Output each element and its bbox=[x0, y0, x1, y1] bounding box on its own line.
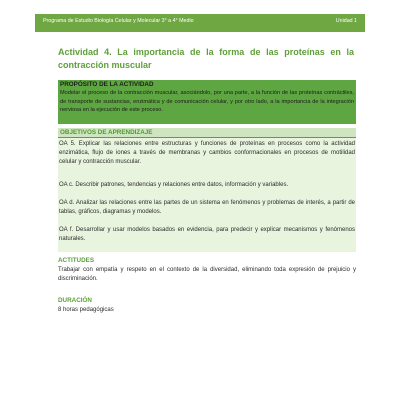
objetivos-header bbox=[58, 128, 356, 138]
actitudes-heading: ACTITUDES bbox=[58, 257, 95, 264]
objetivo-item: OA c. Describir patrones, tendencias y relaciones entre datos, información y variables. bbox=[59, 182, 289, 188]
objetivo-item: OA f. Desarrollar y usar modelos basados en evidencia, para predecir y explicar mecanismos y fenómenos naturales. bbox=[59, 227, 355, 242]
program-title: Programa de Estudio Biología Celular y Molecular 3° a 4° Medio bbox=[43, 18, 194, 24]
page-header bbox=[0, 0, 400, 48]
duracion-heading: DURACIÓN bbox=[58, 297, 92, 304]
proposito-heading: PROPÓSITO DE LA ACTIVIDAD bbox=[60, 81, 154, 88]
objetivo-item: OA 5. Explicar las relaciones entre estructuras y funciones de proteínas en procesos como la actividad enzimática, flujo de iones a través de membranas y cambios conformacionales en procesos de motilidad celular y contracción muscular. bbox=[59, 141, 355, 165]
actitudes-text: Trabajar con empatía y respeto en el contexto de la diversidad, eliminando toda expresión de prejuicio y discriminación. bbox=[58, 267, 356, 282]
objetivos-box bbox=[58, 138, 356, 252]
proposito-box bbox=[58, 80, 356, 124]
unit-label: Unidad 1 bbox=[335, 18, 357, 24]
objetivos-heading: OBJETIVOS DE APRENDIZAJE bbox=[60, 129, 153, 136]
proposito-text: Modelar el proceso de la contracción muscular, asociándolo, por una parte, a la función de las proteínas contráctiles, de transporte de sustancias, enzimática y de comunicación celular, y por otro lado, a la importancia de la integración nerviosa en la ejecución de este proceso. bbox=[60, 90, 354, 114]
activity-title: Actividad 4. La importancia de la forma de las proteínas en la contracción muscular bbox=[58, 47, 354, 70]
duracion-text: 8 horas pedagógicas bbox=[58, 307, 114, 313]
objetivo-item: OA d. Analizar las relaciones entre las partes de un sistema en fenómenos y problemas de interés, a partir de tablas, gráficos, diagramas y modelos. bbox=[59, 200, 355, 215]
header-bar bbox=[35, 14, 365, 32]
